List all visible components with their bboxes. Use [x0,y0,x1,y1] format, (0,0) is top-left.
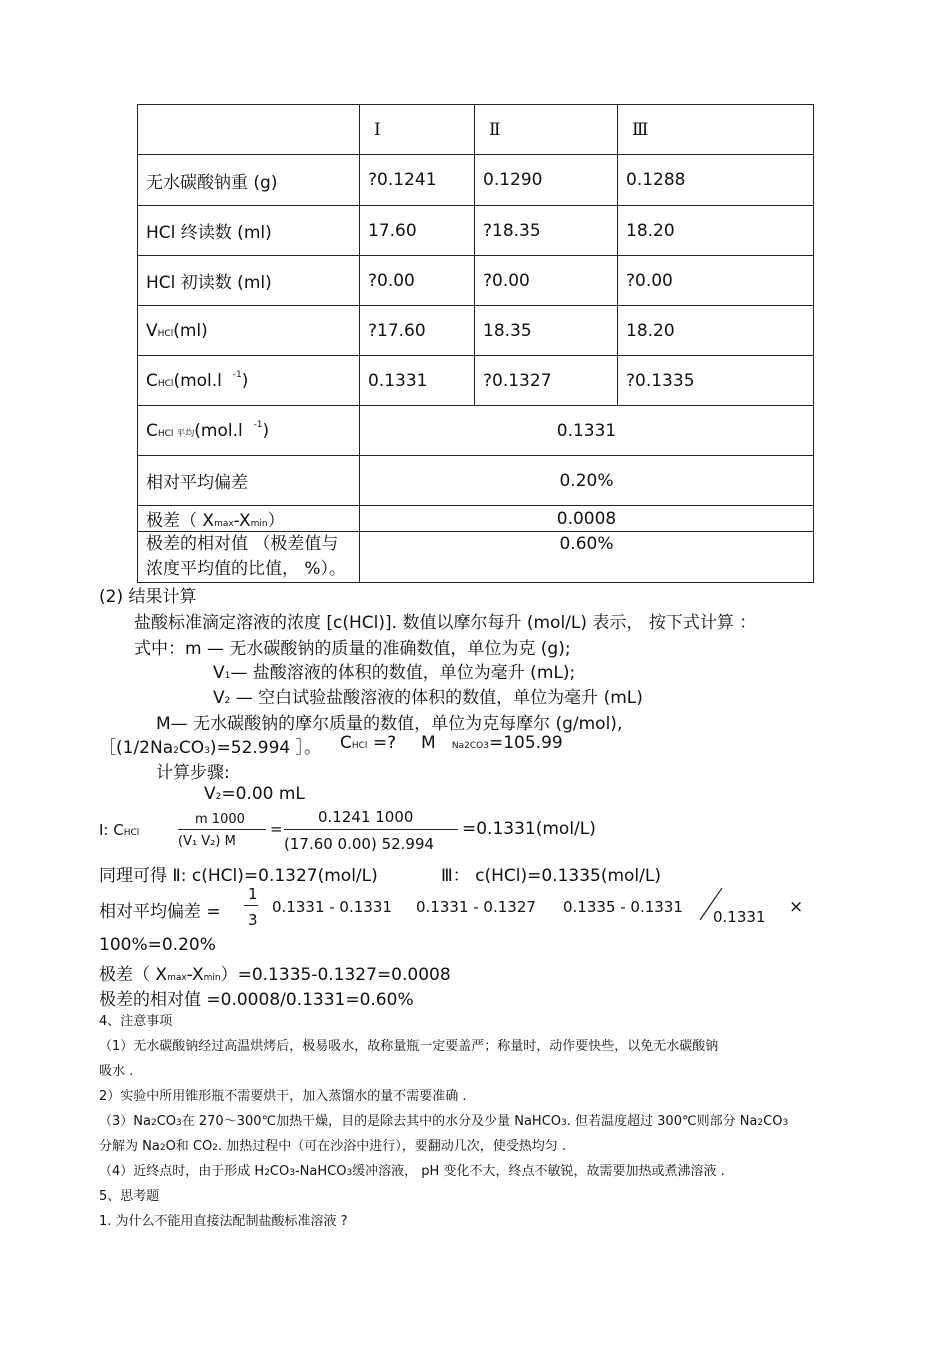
range-rel-value: 0.60% [360,532,814,583]
rel-dev-value: 0.20% [360,456,814,506]
steps-label: 计算步骤: [156,763,230,783]
eq1-num-left: m 1000 [195,812,245,827]
table-cell: ?0.1241 [360,155,475,206]
note-3b: 分解为 Na2O和 CO2. 加热过程中（可在沙浴中进行），要翻动几次，使受热均匀 . [99,1139,567,1154]
table-cell: ?18.35 [475,206,618,256]
table-cell: ?0.00 [475,256,618,306]
def-m: 式中：m — 无水碳酸钠的质量的准确数值，单位为克 (g); [134,639,571,659]
col-header-ii: Ⅱ [475,105,618,155]
table-row [138,356,814,406]
rel-term-2: 0.1331 - 0.1327 [416,898,536,916]
def-v1: V1— 盐酸溶液的体积的数值，单位为毫升 (mL); [213,663,576,683]
question-1: 1. 为什么不能用直接法配制盐酸标准溶液 ? [99,1214,348,1229]
range-rel-calc: 极差的相对值 =0.0008/0.1331=0.60% [99,990,414,1010]
row-label-final-reading: HCl 终读数 (ml) [138,206,360,256]
table-row [138,256,814,306]
row-label-mass: 无水碳酸钠重 (g) [138,155,360,206]
v2-value: V2=0.00 mL [204,784,305,804]
section-heading-thinking: 5、思考题 [99,1189,160,1204]
note-3a: （3）Na2CO3在 270～300℃加热干燥，目的是除去其中的水分及少量 NaHCO3. 但若温度超过 300℃则部分 Na2CO3 [99,1114,789,1129]
molar-mass-line: ［(1/2Na2CO3)=52.994 ］。 [99,738,322,758]
table-header-row [138,105,814,155]
c-hcl-unknown: CHCl =? [340,733,397,753]
section-heading-calc: (2) 结果计算 [99,587,197,607]
col-header-i: Ⅰ [360,105,475,155]
row-label-range: 极差（ Xmax-Xmin） [138,506,360,532]
table-cell: ?0.00 [618,256,814,306]
similar-iii: Ⅲ： c(HCl)=0.1335(mol/L) [441,866,661,886]
eq1-num-right: 0.1241 1000 [318,808,414,826]
table-row-average [138,406,814,456]
table-row-range [138,506,814,532]
note-4: （4）近终点时，由于形成 H2CO3-NaHCO3缓冲溶液， pH 变化不大，终点不敏锐，故需要加热或煮沸溶液 . [99,1164,725,1179]
col-header-iii: Ⅲ [618,105,814,155]
average-value: 0.1331 [360,406,814,456]
note-1a: （1）无水碳酸钠经过高温烘烤后，极易吸水，故称量瓶一定要盖严；称量时，动作要快些，以免无水碳酸钠 [99,1039,719,1054]
eq1-den-left: (V₁ V₂) M [178,834,236,849]
eq1-fraction-bar-right [284,829,458,830]
note-2: 2）实验中所用锥形瓶不需要烘干，加入蒸馏水的量不需要准确 . [99,1089,467,1104]
range-calc: 极差（ Xmax-Xmin）=0.1335-0.1327=0.0008 [99,965,451,985]
table-corner-cell [138,105,360,155]
table-row [138,155,814,206]
table-row [138,306,814,356]
note-1b: 吸水 . [99,1064,134,1079]
table-cell: 0.1331 [360,356,475,406]
rel-frac-bar [244,905,258,906]
data-table [137,104,814,583]
section-heading-notes: 4、注意事项 [99,1014,173,1029]
eq1-equals: = [270,820,283,838]
table-cell: 18.35 [475,306,618,356]
m-na2co3: M Na2CO3=105.99 [421,733,563,753]
table-cell: 0.1290 [475,155,618,206]
row-label-rel-dev: 相对平均偏差 [138,456,360,506]
row-label-range-rel: 极差的相对值 （极差值与 浓度平均值的比值， %）。 [138,532,360,583]
range-value: 0.0008 [360,506,814,532]
def-M: M— 无水碳酸钠的摩尔质量的数值，单位为克每摩尔 (g/mol), [156,714,623,734]
rel-divisor: 0.1331 [713,908,766,926]
eq1-prefix: Ⅰ: CHCl [99,821,140,839]
table-row [138,206,814,256]
row-label-initial-reading: HCl 初读数 (ml) [138,256,360,306]
row-label-concentration: CHCl(mol.l $^{-1}$) [138,356,360,406]
table-cell: 17.60 [360,206,475,256]
rel-term-1: 0.1331 - 0.1331 [272,898,392,916]
def-v2: V2 — 空白试验盐酸溶液的体积的数值，单位为毫升 (mL) [213,688,643,708]
table-cell: ?17.60 [360,306,475,356]
table-cell: 18.20 [618,206,814,256]
rel-frac-den: 3 [248,911,258,929]
eq1-den-right: (17.60 0.00) 52.994 [284,835,435,853]
table-cell: ?0.1327 [475,356,618,406]
similar-ii: 同理可得 Ⅱ: c(HCl)=0.1327(mol/L) [99,866,378,886]
eq1-result: =0.1331(mol/L) [462,819,596,839]
rel-frac-num: 1 [248,885,258,903]
table-row-range-rel [138,532,814,583]
rel-term-3: 0.1335 - 0.1331 [563,898,683,916]
calc-intro: 盐酸标准滴定溶液的浓度 [c(HCl)]. 数值以摩尔每升 (mol/L) 表示， 按下式计算 ： [134,613,757,633]
table-cell: ?0.1335 [618,356,814,406]
rel-dev-result: 100%=0.20% [99,935,216,955]
table-cell: 18.20 [618,306,814,356]
table-row-rel-dev [138,456,814,506]
table-cell: ?0.00 [360,256,475,306]
times-icon: × [789,897,804,917]
row-label-average: CHCl 平均(mol.l $^{-1}$) [138,406,360,456]
rel-dev-label: 相对平均偏差 = [99,902,221,922]
table-cell: 0.1288 [618,155,814,206]
eq1-fraction-bar-left [178,829,266,830]
row-label-volume: VHCl(ml) [138,306,360,356]
